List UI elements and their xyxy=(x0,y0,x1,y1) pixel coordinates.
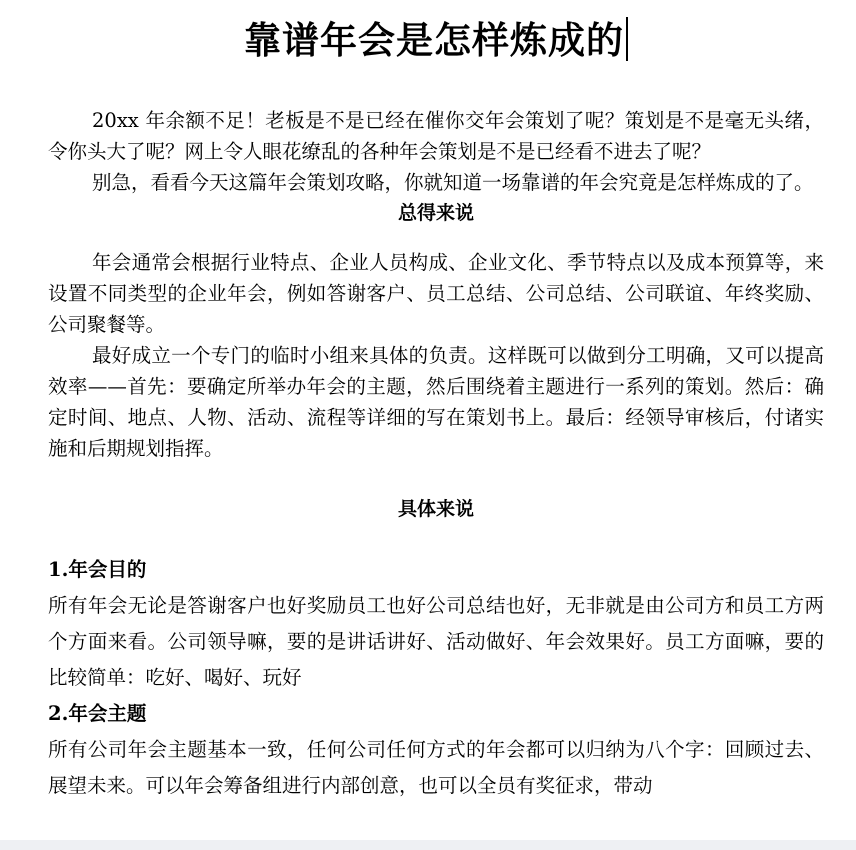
overview-paragraph: 最好成立一个专门的临时小组来具体的负责。这样既可以做到分工明确，又可以提高效率——首先：要确定所举办年会的主题，然后围绕着主题进行一系列的策划。然后：确定时间、地点、人物、活动、流程等详细的写在策划书上。最后：经领导审核后，付诸实施和后期规划指挥。 xyxy=(48,344,824,460)
section-heading-overview: 总得来说 xyxy=(397,202,474,224)
document-title-line[interactable] xyxy=(48,14,824,68)
document-page xyxy=(48,0,824,804)
spacer xyxy=(48,525,824,552)
intro-paragraph: 20xx 年余额不足！老板是不是已经在催你交年会策划了呢？策划是不是毫无头绪，令你头大了呢？网上令人眼花缭乱的各种年会策划是不是已经看不进去了呢？ xyxy=(48,109,824,163)
details-section xyxy=(48,494,824,804)
intro-paragraph: 别急，看看今天这篇年会策划攻略，你就知道一场靠谱的年会究竟是怎样炼成的了。 xyxy=(92,171,814,194)
text-cursor xyxy=(626,17,628,61)
subheading-purpose: 1.年会目的 xyxy=(48,558,147,581)
overview-paragraph: 年会通常会根据行业特点、企业人员构成、企业文化、季节特点以及成本预算等，来设置不同类型的企业年会，例如答谢客户、员工总结、公司总结、公司联谊、年终奖励、公司聚餐等。 xyxy=(48,251,824,336)
intro-section xyxy=(48,105,824,198)
document-title: 靠谱年会是怎样炼成的 xyxy=(244,19,624,62)
theme-paragraph: 所有公司年会主题基本一致，任何公司任何方式的年会都可以归纳为八个字：回顾过去、展望未来。可以年会筹备组进行内部创意，也可以全员有奖征求，带动 xyxy=(48,738,824,797)
page-bottom-edge xyxy=(0,840,856,850)
overview-section xyxy=(48,198,824,464)
purpose-paragraph: 所有年会无论是答谢客户也好奖励员工也好公司总结也好，无非就是由公司方和员工方两个方面来看。公司领导嘛，要的是讲话讲好、活动做好、年会效果好。员工方面嘛，要的比较简单：吃好、喝好、玩好 xyxy=(48,594,824,689)
section-heading-details: 具体来说 xyxy=(397,498,474,520)
spacer xyxy=(48,229,824,247)
spacer xyxy=(48,464,824,494)
subheading-theme: 2.年会主题 xyxy=(48,702,147,725)
